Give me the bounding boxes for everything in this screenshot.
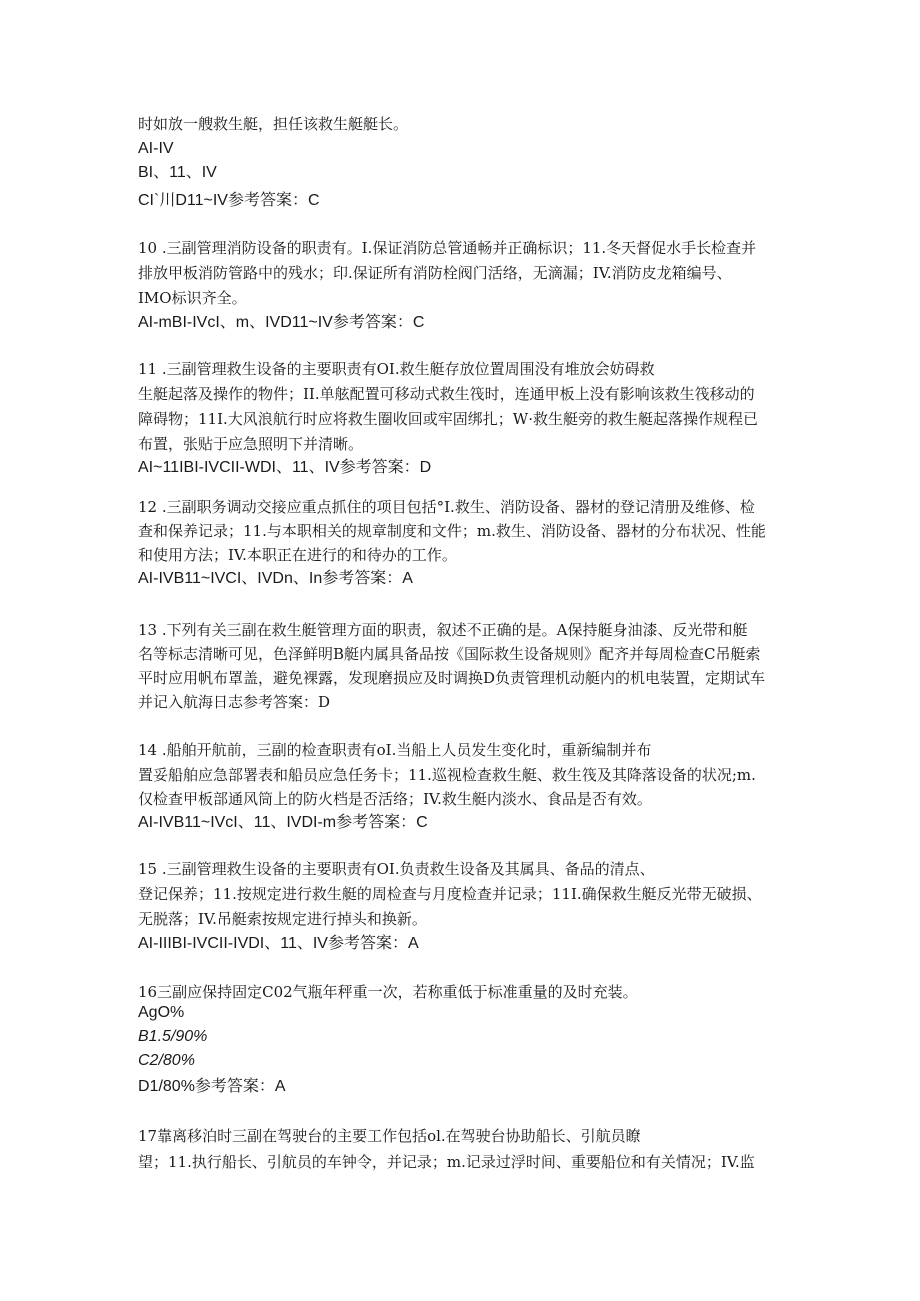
text-line: 登记保养；11.按规定进行救生艇的周检查与月度检查并记录；11I.确保救生艇反光带无破损、 xyxy=(138,885,762,903)
answer-line: AI-IIIBI-IVCII-IVDI、11、IV参考答案：A xyxy=(138,935,419,952)
question-line: 12 .三副职务调动交接应重点抓住的项目包括°I.救生、消防设备、器材的登记清册及维修、检 xyxy=(138,498,755,516)
text-line: 仅检查甲板部通风筒上的防火档是否活络；IV.救生艇内淡水、食品是否有效。 xyxy=(138,790,652,808)
text-line: 望；11.执行船长、引航员的车钟令，并记录；m.记录过浮时间、重要船位和有关情况；IV.监 xyxy=(138,1153,755,1171)
question-line: 13 .下列有关三副在救生艇管理方面的职责，叙述不正确的是。A保持艇身油漆、反光带和艇 xyxy=(138,621,748,639)
text-line: 平时应用帆布罩盖，避免裸露，发现磨损应及时调换D负责管理机动艇内的机电装置，定期试车 xyxy=(138,669,766,687)
answer-line: CI`川D11~IV参考答案：C xyxy=(138,192,320,209)
question-line: 16三副应保持固定C02气瓶年秤重一次，若称重低于标准重量的及时充装。 xyxy=(138,983,638,1001)
text-line: 时如放一艘救生艇，担任该救生艇艇长。 xyxy=(138,115,409,133)
text-line: 和使用方法；IV.本职正在进行的和待办的工作。 xyxy=(138,546,457,564)
question-line: 11 .三副管理救生设备的主要职责有OI.救生艇存放位置周围没有堆放会妨碍救 xyxy=(138,360,655,378)
answer-line: AI-IVB11~IVcI、11、IVDI-m参考答案：C xyxy=(138,814,428,831)
option-line: B1.5/90% xyxy=(138,1028,208,1045)
text-line: 排放甲板消防管路中的残水；印.保证所有消防栓阀门活络，无滴漏；IV.消防皮龙箱编号、 xyxy=(138,264,732,282)
text-line: 无脱落；IV.吊艇索按规定进行掉头和换新。 xyxy=(138,910,427,928)
option-line: AI-IV xyxy=(138,140,174,157)
option-line: BI、11、IV xyxy=(138,164,217,181)
text-line: 生艇起落及操作的物件；II.单舷配置可移动式救生筏时，连通甲板上没有影响该救生筏移动的 xyxy=(138,385,755,403)
text-line: 查和保养记录；11.与本职相关的规章制度和文件；m.救生、消防设备、器材的分布状况、性能 xyxy=(138,522,766,540)
text-line: 置妥船舶应急部署表和船员应急任务卡；11.巡视检查救生艇、救生筏及其降落设备的状况;m. xyxy=(138,766,756,784)
question-line: 10 .三副管理消防设备的职责有。I.保证消防总管通畅并正确标识；11.冬天督促水手长检查并 xyxy=(138,239,757,257)
question-line: 15 .三副管理救生设备的主要职责有OI.负责救生设备及其属具、备品的清点、 xyxy=(138,860,655,878)
text-line: 并记入航海日志参考答案：D xyxy=(138,693,331,711)
answer-line: AI-mBI-IVcI、m、IVD11~IV参考答案：C xyxy=(138,314,425,331)
question-line: 14 .船舶开航前，三副的检查职责有oI.当船上人员发生变化时，重新编制并布 xyxy=(138,741,652,759)
option-line: C2/80% xyxy=(138,1052,195,1069)
answer-line: D1/80%参考答案：A xyxy=(138,1078,286,1095)
text-line: 障碍物；11I.大风浪航行时应将救生圈收回或牢固绑扎；W·救生艇旁的救生艇起落操作规程已 xyxy=(138,410,758,428)
text-line: 名等标志清晰可见，色泽鲜明B艇内属具备品按《国际救生设备规则》配齐并每周检查C吊艇索 xyxy=(138,645,761,663)
answer-line: AI~11IBI-IVCII-WDI、11、IV参考答案：D xyxy=(138,459,432,476)
answer-line: AI-IVB11~IVCI、IVDn、In参考答案：A xyxy=(138,570,413,587)
text-line: IMO标识齐全。 xyxy=(138,289,247,307)
question-line: 17靠离移泊时三副在驾驶台的主要工作包括ol.在驾驶台协助船长、引航员瞭 xyxy=(138,1127,641,1145)
text-line: 布置，张贴于应急照明下并清晰。 xyxy=(138,435,364,453)
option-line: AgO% xyxy=(138,1004,185,1021)
